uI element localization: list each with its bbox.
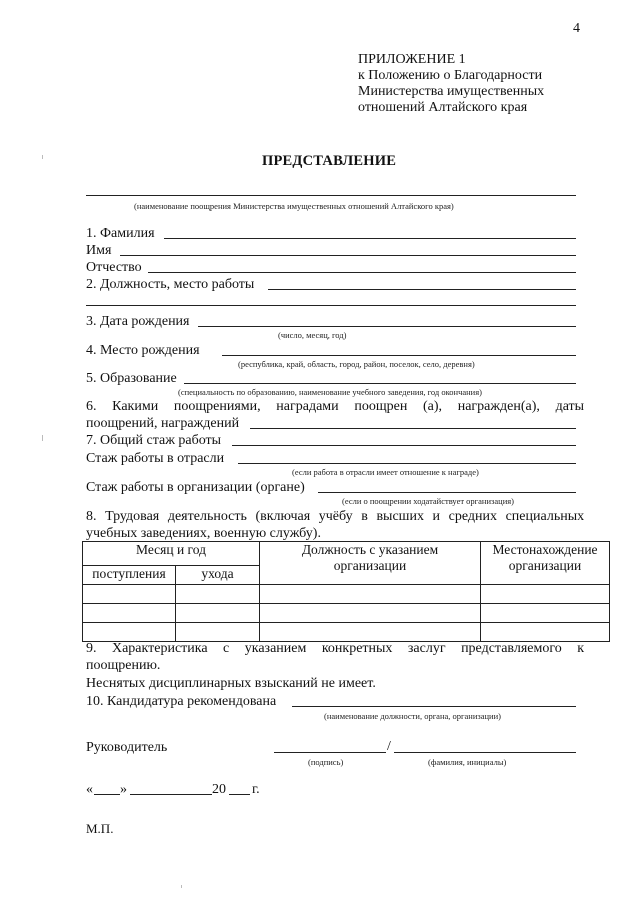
awards-label: поощрений, награждений <box>86 416 240 431</box>
appendix-line: ПРИЛОЖЕНИЕ 1 <box>358 52 466 67</box>
education-label: 5. Образование <box>86 371 177 386</box>
characteristics-heading-cont: поощрению. <box>86 658 161 673</box>
org-experience-field[interactable] <box>318 492 576 493</box>
year-prefix: 20 <box>212 782 226 797</box>
position-header: Должность с указанием организации <box>260 542 481 585</box>
industry-experience-label: Стаж работы в отрасли <box>86 451 225 466</box>
month-year-header: Месяц и год <box>83 542 260 566</box>
education-field[interactable] <box>184 383 576 384</box>
patronymic-label: Отчество <box>86 260 142 275</box>
career-heading: 8. Трудовая деятельность (включая учёбу в высших и средних специальных <box>86 509 585 524</box>
table-cell[interactable] <box>176 604 260 623</box>
start-header: поступления <box>83 566 176 585</box>
birth-date-caption: (число, месяц, год) <box>278 330 347 340</box>
table-cell[interactable] <box>260 604 481 623</box>
birth-date-label: 3. Дата рождения <box>86 314 190 329</box>
scan-speck <box>181 885 182 888</box>
appendix-line: отношений Алтайского края <box>358 100 528 115</box>
initials-field[interactable] <box>394 752 576 753</box>
year-suffix: г. <box>252 782 260 797</box>
name-field[interactable] <box>120 255 576 256</box>
end-header: ухода <box>176 566 260 585</box>
table-cell[interactable] <box>83 604 176 623</box>
appendix-line: к Положению о Благодарности <box>358 68 543 83</box>
career-table <box>82 541 610 642</box>
signature-slash: / <box>387 739 391 754</box>
birth-date-field[interactable] <box>198 326 576 327</box>
initials-caption: (фамилия, инициалы) <box>428 757 507 767</box>
awards-question: 6. Какими поощрениями, наградами поощрен (а), награжден(а), даты <box>86 399 585 414</box>
table-row <box>83 623 610 642</box>
table-cell[interactable] <box>260 623 481 642</box>
career-heading-cont: учебных заведениях, военную службу). <box>86 526 321 541</box>
scan-speck <box>42 435 43 441</box>
signature-caption: (подпись) <box>308 757 344 767</box>
total-experience-field[interactable] <box>232 445 576 446</box>
name-label: Имя <box>86 243 112 258</box>
table-cell[interactable] <box>481 585 610 604</box>
industry-experience-field[interactable] <box>238 463 576 464</box>
characteristics-heading: 9. Характеристика с указанием конкретных заслуг представляемого к <box>86 641 585 656</box>
birth-place-caption: (республика, край, область, город, район, поселок, село, деревня) <box>238 359 475 369</box>
scan-speck <box>42 155 43 159</box>
appendix-header <box>358 52 544 116</box>
document-title: ПРЕДСТАВЛЕНИЕ <box>262 153 397 169</box>
date-close-quote: » <box>120 782 127 797</box>
table-row <box>83 604 610 623</box>
recommendation-label: 10. Кандидатура рекомендована <box>86 694 277 709</box>
birth-place-field[interactable] <box>222 355 576 356</box>
recommendation-caption: (наименование должности, органа, организации) <box>324 711 501 721</box>
surname-field[interactable] <box>164 238 576 239</box>
table-cell[interactable] <box>176 585 260 604</box>
table-cell[interactable] <box>260 585 481 604</box>
table-cell[interactable] <box>481 604 610 623</box>
birth-place-label: 4. Место рождения <box>86 343 200 358</box>
total-experience-label: 7. Общий стаж работы <box>86 433 222 448</box>
no-disciplinary-text: Неснятых дисциплинарных взысканий не имеет. <box>86 676 376 691</box>
day-field[interactable] <box>94 794 120 795</box>
recommendation-field[interactable] <box>292 706 576 707</box>
table-row <box>83 585 610 604</box>
surname-label: 1. Фамилия <box>86 226 155 241</box>
award-name-caption: (наименование поощрения Министерства имущественных отношений Алтайского края) <box>134 201 454 211</box>
signature-field[interactable] <box>274 752 386 753</box>
appendix-line: Министерства имущественных <box>358 84 545 99</box>
year-field[interactable] <box>229 794 250 795</box>
month-field[interactable] <box>130 794 212 795</box>
head-label: Руководитель <box>86 740 168 755</box>
industry-experience-caption: (если работа в отрасли имеет отношение к награде) <box>292 467 479 477</box>
org-experience-label: Стаж работы в организации (органе) <box>86 480 305 495</box>
table-cell[interactable] <box>83 585 176 604</box>
award-name-line <box>86 195 576 196</box>
page-number: 4 <box>573 21 580 36</box>
org-experience-caption: (если о поощрении ходатайствует организация) <box>342 496 515 506</box>
awards-field[interactable] <box>250 428 576 429</box>
location-header: Местонахождение организации <box>481 542 610 585</box>
stamp-placeholder: М.П. <box>86 821 114 836</box>
table-cell[interactable] <box>481 623 610 642</box>
position-field[interactable] <box>268 289 576 290</box>
education-caption: (специальность по образованию, наименование учебного заведения, год окончания) <box>178 387 482 397</box>
position-label: 2. Должность, место работы <box>86 277 255 292</box>
date-open-quote: « <box>86 782 93 797</box>
position-field-extra[interactable] <box>86 305 576 306</box>
patronymic-field[interactable] <box>148 272 576 273</box>
table-cell[interactable] <box>176 623 260 642</box>
table-cell[interactable] <box>83 623 176 642</box>
